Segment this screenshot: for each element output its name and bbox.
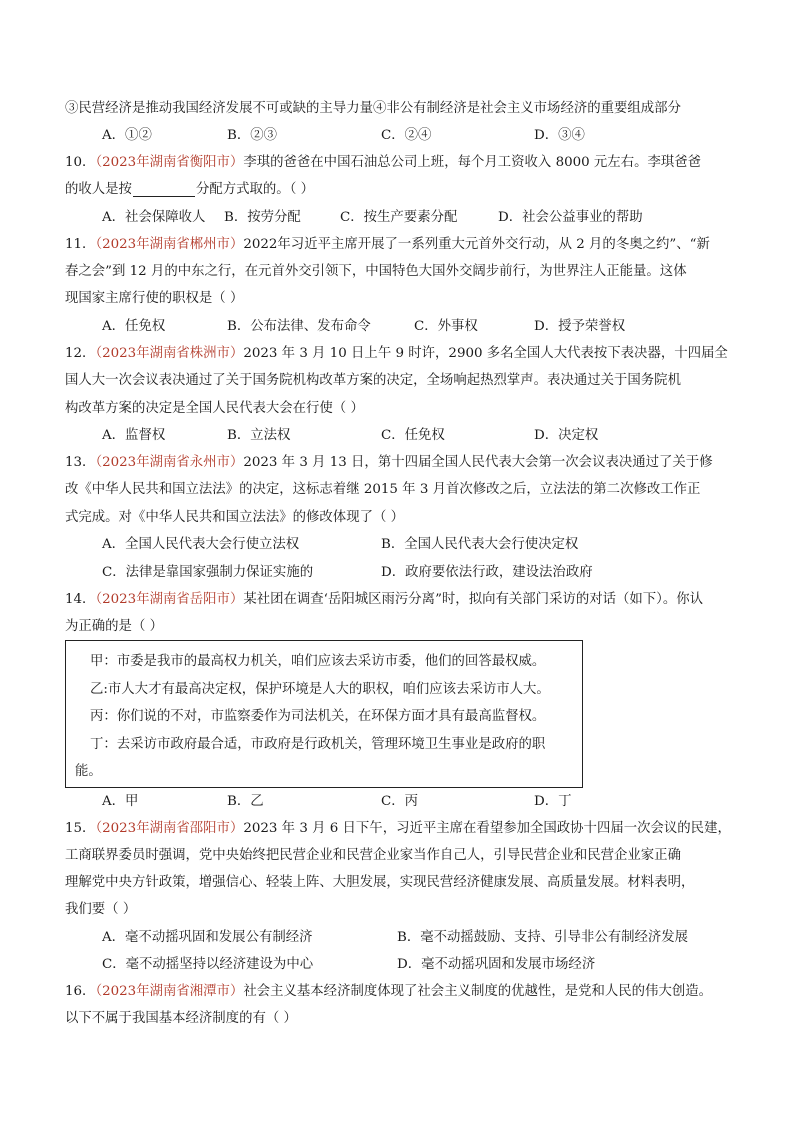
question-source: （2023年湖南省衡阳市） [95,155,244,170]
q15-line3: 理解党中央方针政策，增强信心、轻装上阵、大胆发展，实现民营经济健康发展、高质量发展。材料表明， [65,875,695,890]
q12-line1 [65,342,728,361]
question-text: 2023 年 3 月 6 日下午，习近平主席在看望参加全国政协十四届一次会议的民建， [243,821,731,836]
q11-line2: 春之会”到 12 月的中东之行，在元首外交引领下，中国特色大国外交阔步前行，为世界注人正能量。这体 [65,264,687,279]
question-text: 的收人是按 [65,182,132,197]
q10-option-a[interactable]: A．社会保障收人 [102,210,206,225]
q12-option-a[interactable]: A．监督权 [102,428,166,443]
q12-option-d[interactable]: D．决定权 [534,428,599,443]
q15-line1 [65,817,731,836]
q11-option-b[interactable]: B．公布法律、发布命令 [227,319,371,334]
q10-line2 [65,178,314,197]
q9-option-c[interactable]: C．②④ [381,128,432,143]
q15-option-d[interactable]: D．毫不动摇巩固和发展市场经济 [397,957,596,972]
question-text: 社会主义基本经济制度体现了社会主义制度的优越性，是党和人民的伟大创造。 [243,984,713,999]
question-number: 14． [65,592,96,607]
q11-option-a[interactable]: A．任免权 [102,319,166,334]
question-source: （2023年湖南省邵阳市） [95,821,244,836]
q10-option-c[interactable]: C．按生产要素分配 [340,210,458,225]
q13-option-d[interactable]: D．政府要依法行政，建设法治政府 [381,565,593,580]
question-source: （2023年湖南省湘潭市） [95,984,244,999]
question-source: （2023年湖南省郴州市） [95,237,244,252]
dialogue-line-bing: 丙：你们说的不对，市监察委作为司法机关，在环保方面才具有最高监督权。 [90,709,546,724]
q9-option-d[interactable]: D．③④ [534,128,585,143]
q15-line2: 工商联界委员时强调，党中央始终把民营企业和民营企业家当作自己人，引导民营企业和民营企业家正确 [65,848,681,863]
q11-line1 [65,233,710,252]
question-number: 10． [65,155,96,170]
q15-option-b[interactable]: B．毫不动摇鼓励、支持、引导非公有制经济发展 [397,930,689,945]
q12-option-c[interactable]: C．任免权 [381,428,445,443]
q11-option-d[interactable]: D．授予荣誉权 [534,319,626,334]
q16-line2: 以下不属于我国基本经济制度的有（ ） [65,1011,297,1026]
question-number: 11． [65,237,96,252]
fill-in-blank[interactable] [133,182,195,197]
q15-option-c[interactable]: C．毫不动摇坚持以经济建设为中心 [102,957,314,972]
dialogue-line-ding: 丁：去采访市政府最合适，市政府是行政机关，管理环境卫生事业是政府的职 [90,737,546,752]
question-number: 15． [65,821,96,836]
q11-option-c[interactable]: C．外事权 [414,319,478,334]
question-text: 某社团在调查‘岳阳城区雨污分离”时，拟向有关部门采访的对话（如下）。你认 [243,592,704,607]
q16-line1 [65,980,712,999]
q15-option-a[interactable]: A．毫不动摇巩固和发展公有制经济 [102,930,313,945]
q10-line1 [65,151,701,170]
q9-option-a[interactable]: A．①② [102,128,152,143]
question-text: 分配方式取的。（ ） [195,182,315,197]
q13-line2: 改《中华人民共和国立法法》的决定，这标志着继 2015 年 3 月首次修改之后，立法法的第二次修改工作正 [65,482,701,497]
q12-line3: 构改革方案的决定是全国人民代表大会在行使（ ） [65,401,364,416]
question-text: 2023 年 3 月 10 日上午 9 时许，2900 多名全国人大代表按下表决器，十四届全 [243,346,728,361]
q14-line2: 为正确的是（ ） [65,619,163,634]
q12-line2: 国人大一次会议表决通过了关于国务院机构改革方案的决定，全场响起热烈掌声。表决通过关于国务院机 [65,373,681,388]
question-number: 12． [65,346,96,361]
question-source: （2023年湖南省岳阳市） [95,592,244,607]
dialogue-line-jia: 甲：市委是我市的最高权力机关，咱们应该去采访市委，他们的回答最权威。 [90,654,546,669]
dialogue-line-ding-cont: 能。 [75,764,102,779]
question-text: 2022年习近平主席开展了一系列重大元首外交行动，从 2 月的冬奥之约”、“新 [243,237,710,252]
q12-option-b[interactable]: B．立法权 [227,428,291,443]
question-number: 13． [65,455,96,470]
q10-option-b[interactable]: B．按劳分配 [224,210,301,225]
question-text: 李琪的爸爸在中国石油总公司上班，每个月工资收入 8000 元左右。李琪爸爸 [243,155,702,170]
q9-stem-tail: ③民营经济是推动我国经济发展不可或缺的主导力量④非公有制经济是社会主义市场经济的重要组成部分 [65,101,681,116]
question-source: （2023年湖南省永州市） [95,455,244,470]
q13-option-c[interactable]: C．法律是靠国家强制力保证实施的 [102,565,314,580]
q13-line1 [65,451,713,470]
q11-line3: 现国家主席行使的职权是（ ） [65,291,244,306]
q13-option-b[interactable]: B．全国人民代表大会行使决定权 [381,537,579,552]
q14-option-c[interactable]: C．丙 [381,794,419,809]
q14-line1 [65,588,703,607]
question-text: 2023 年 3 月 13 日，第十四届全国人民代表大会第一次会议表决通过了关于修 [243,455,713,470]
question-source: （2023年湖南省株洲市） [95,346,244,361]
q14-option-b[interactable]: B．乙 [227,794,264,809]
q10-option-d[interactable]: D．社会公益事业的帮助 [498,210,643,225]
dialogue-box [65,640,583,788]
q13-option-a[interactable]: A．全国人民代表大会行使立法权 [102,537,300,552]
q14-option-a[interactable]: A．甲 [102,794,139,809]
question-number: 16． [65,984,96,999]
q14-option-d[interactable]: D．丁 [534,794,572,809]
q15-line4: 我们要（ ） [65,902,137,917]
q9-option-b[interactable]: B．②③ [227,128,278,143]
q13-line3: 式完成。对《中华人民共和国立法法》的修改体现了（ ） [65,510,405,525]
dialogue-line-yi: 乙:市人大才有最高决定权，保护环境是人大的职权，咱们应该去采访市人大。 [90,682,550,697]
